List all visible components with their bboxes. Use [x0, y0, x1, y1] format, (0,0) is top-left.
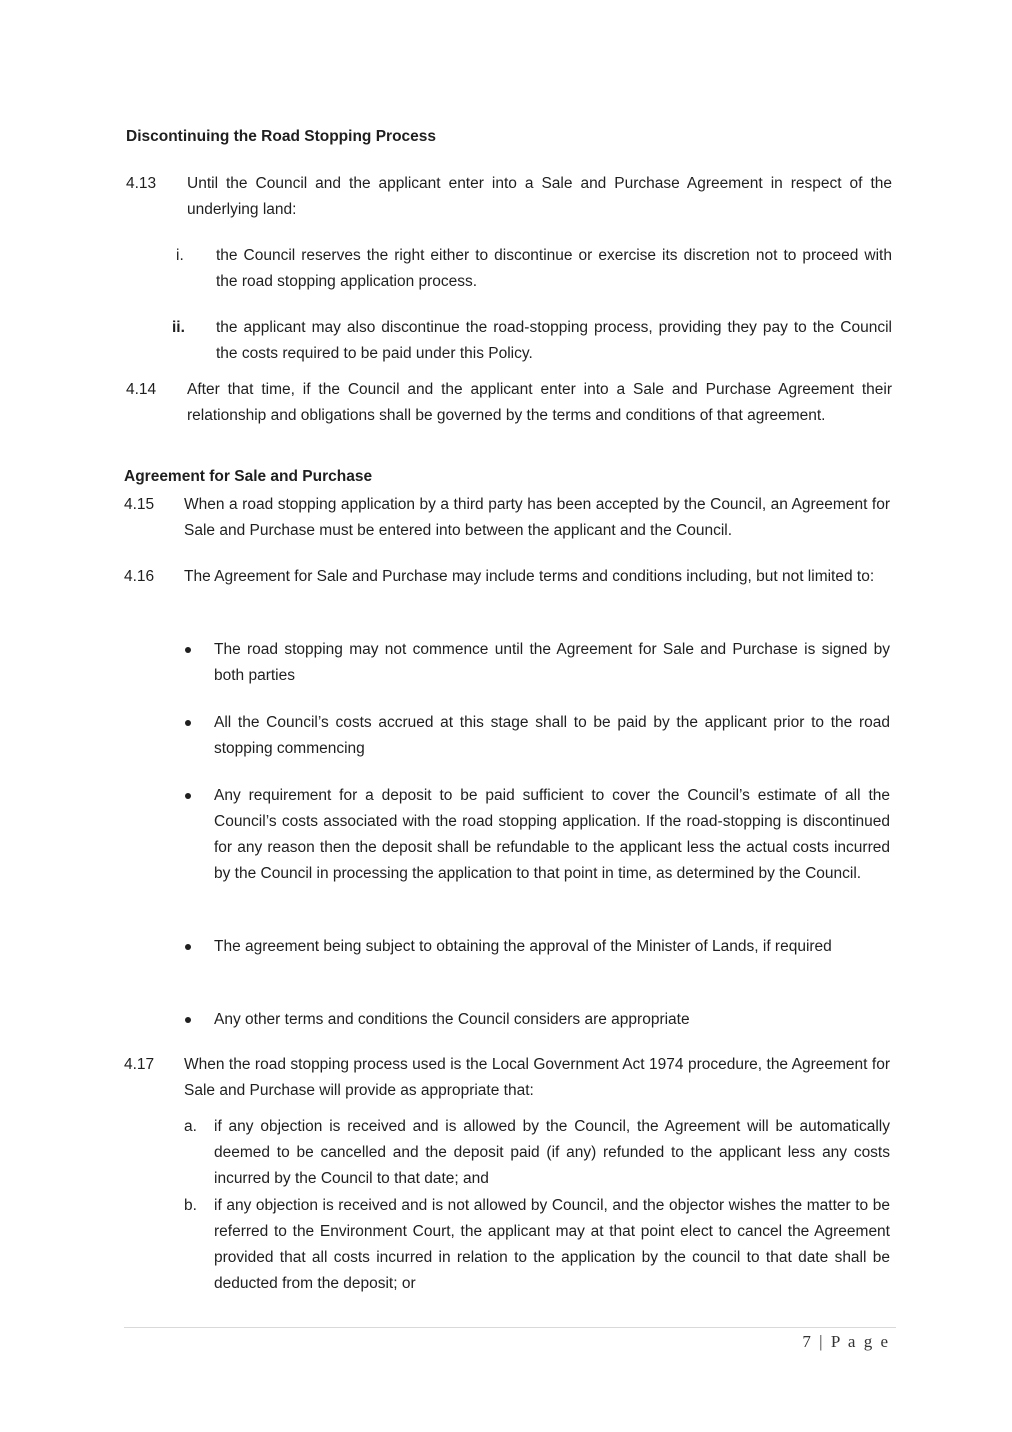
section-heading-discontinuing: Discontinuing the Road Stopping Process — [126, 128, 437, 145]
bullet-dot — [185, 793, 191, 799]
bullet-item: The road stopping may not commence until the Agreement for Sale and Purchase is signed by both parties — [214, 641, 890, 684]
bullet-item: Any other terms and conditions the Council considers are appropriate — [214, 1011, 690, 1028]
subclause-text-a: if any objection is received and is allowed by the Council, the Agreement will be automatically deemed to be cancelled and the deposit paid (if any) refunded to the applicant less any costs incurred by the Council to that date; and — [214, 1118, 890, 1187]
page-number: 7 | P a g e — [802, 1332, 890, 1351]
bullet-item: All the Council’s costs accrued at this stage shall to be paid by the applicant prior to the road stopping commencing — [214, 714, 890, 757]
clause-number-4-16: 4.16 — [124, 568, 155, 585]
clause-number-4-15: 4.15 — [124, 496, 155, 513]
clause-text-4-17: When the road stopping process used is the Local Government Act 1974 procedure, the Agreement for Sale and Purchase will provide as appropriate that: — [184, 1056, 890, 1099]
clause-text-4-14: After that time, if the Council and the applicant enter into a Sale and Purchase Agreement their relationship and obligations shall be governed by the terms and conditions of that agreement. — [187, 381, 892, 424]
section-heading-agreement: Agreement for Sale and Purchase — [124, 468, 373, 485]
clause-text-4-13: Until the Council and the applicant enter into a Sale and Purchase Agreement in respect of the underlying land: — [187, 175, 892, 218]
subclause-marker-a: a. — [184, 1118, 197, 1135]
bullet-dot — [185, 1017, 191, 1023]
subclause-marker-b: b. — [184, 1197, 197, 1214]
bullet-item: Any requirement for a deposit to be paid sufficient to cover the Council’s estimate of all the Council’s costs associated with the road stopping application. If the road-stopping is discontinued for any reason then the deposit shall be refundable to the applicant less the actual costs incurred by the Council in processing the application to that point in time, as determined by the Council. — [214, 787, 890, 882]
clause-text-4-15: When a road stopping application by a third party has been accepted by the Council, an Agreement for Sale and Purchase must be entered into between the applicant and the Council. — [184, 496, 890, 539]
bullet-item: The agreement being subject to obtaining the approval of the Minister of Lands, if required — [214, 938, 832, 955]
bullet-dot — [185, 720, 191, 726]
clause-text-4-16: The Agreement for Sale and Purchase may include terms and conditions including, but not limited to: — [184, 568, 875, 585]
subclause-text-b: if any objection is received and is not allowed by Council, and the objector wishes the matter to be referred to the Environment Court, the applicant may at that point elect to cancel the Agreement provided that all costs incurred in relation to the application by the council to that date shall be deducted from the deposit; or — [214, 1197, 890, 1292]
bullet-dot — [185, 647, 191, 653]
footer-divider — [124, 1327, 896, 1328]
clause-number-4-17: 4.17 — [124, 1056, 155, 1073]
subclause-marker-i: i. — [176, 247, 184, 264]
clause-number-4-13: 4.13 — [126, 175, 157, 192]
subclause-marker-ii: ii. — [172, 319, 185, 336]
clause-number-4-14: 4.14 — [126, 381, 157, 398]
subclause-text-i: the Council reserves the right either to discontinue or exercise its discretion not to proceed with the road stopping application process. — [216, 247, 892, 290]
bullet-dot — [185, 944, 191, 950]
subclause-text-ii: the applicant may also discontinue the road-stopping process, providing they pay to the Council the costs required to be paid under this Policy. — [216, 319, 892, 362]
